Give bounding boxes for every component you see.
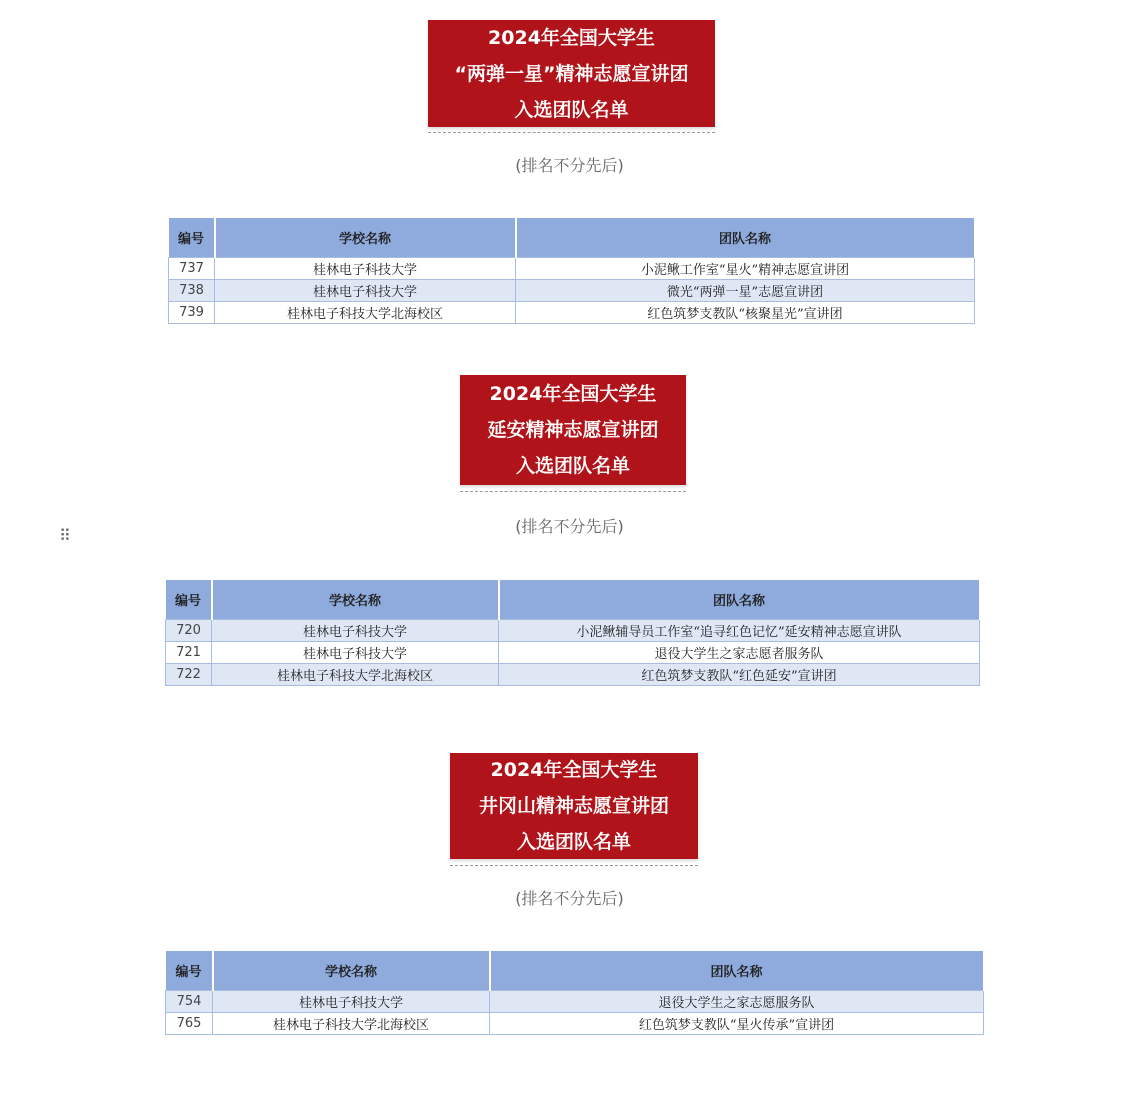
team-table	[168, 218, 976, 324]
row-school: 桂林电子科技大学	[215, 258, 516, 280]
row-school: 桂林电子科技大学	[212, 642, 499, 664]
table-row	[169, 258, 975, 280]
banner-line-3: 入选团队名单	[515, 455, 630, 477]
banner-line-1: 2024年全国大学生	[490, 759, 658, 781]
divider	[460, 491, 686, 492]
row-team: 退役大学生之家志愿者服务队	[499, 642, 980, 664]
row-number: 754	[166, 991, 213, 1013]
row-school: 桂林电子科技大学北海校区	[215, 302, 516, 324]
row-number: 721	[166, 642, 212, 664]
table-row	[166, 664, 980, 686]
header-team: 团队名称	[499, 580, 980, 620]
table-row	[169, 280, 975, 302]
row-number: 720	[166, 620, 212, 642]
row-number: 739	[169, 302, 215, 324]
banner-line-3: 入选团队名单	[516, 831, 631, 853]
row-team: 红色筑梦支教队“核聚星光”宣讲团	[516, 302, 975, 324]
header-school: 学校名称	[215, 218, 516, 258]
divider	[428, 132, 715, 133]
header-number: 编号	[166, 951, 213, 991]
row-team: 红色筑梦支教队“星火传承”宣讲团	[490, 1013, 984, 1035]
table-row	[166, 991, 984, 1013]
header-number: 编号	[169, 218, 215, 258]
table-row	[166, 642, 980, 664]
row-school: 桂林电子科技大学	[215, 280, 516, 302]
table-header-row	[166, 580, 980, 620]
banner-line-1: 2024年全国大学生	[489, 383, 657, 405]
row-team: 小泥鳅工作室“星火”精神志愿宣讲团	[516, 258, 975, 280]
ranking-note: (排名不分先后)	[515, 156, 624, 175]
header-school: 学校名称	[213, 951, 490, 991]
ranking-note: (排名不分先后)	[515, 517, 624, 536]
row-school: 桂林电子科技大学	[213, 991, 490, 1013]
row-number: 722	[166, 664, 212, 686]
table-row	[166, 620, 980, 642]
row-number: 765	[166, 1013, 213, 1035]
table-header-row	[166, 951, 984, 991]
row-team: 小泥鳅辅导员工作室“追寻红色记忆”延安精神志愿宣讲队	[499, 620, 980, 642]
banner	[450, 753, 698, 859]
banner-line-1: 2024年全国大学生	[488, 26, 655, 49]
banner	[460, 375, 686, 485]
table-header-row	[169, 218, 975, 258]
row-number: 737	[169, 258, 215, 280]
row-school: 桂林电子科技大学北海校区	[213, 1013, 490, 1035]
divider	[450, 865, 698, 866]
header-team: 团队名称	[490, 951, 984, 991]
header-school: 学校名称	[212, 580, 499, 620]
team-table	[165, 951, 985, 1035]
row-school: 桂林电子科技大学北海校区	[212, 664, 499, 686]
header-team: 团队名称	[516, 218, 975, 258]
row-number: 738	[169, 280, 215, 302]
table-row	[166, 1013, 984, 1035]
ranking-note: (排名不分先后)	[515, 889, 624, 908]
team-table	[165, 580, 981, 686]
row-team: 退役大学生之家志愿服务队	[490, 991, 984, 1013]
table-row	[169, 302, 975, 324]
row-team: 红色筑梦支教队“红色延安”宣讲团	[499, 664, 980, 686]
banner-line-3: 入选团队名单	[514, 98, 629, 121]
banner-line-2: “两弹一星”精神志愿宣讲团	[454, 62, 689, 85]
drag-handle-icon[interactable]: ⠿	[59, 526, 71, 545]
header-number: 编号	[166, 580, 212, 620]
banner-line-2: 延安精神志愿宣讲团	[487, 419, 659, 441]
banner	[428, 20, 715, 127]
row-team: 微光“两弹一星”志愿宣讲团	[516, 280, 975, 302]
row-school: 桂林电子科技大学	[212, 620, 499, 642]
banner-line-2: 井冈山精神志愿宣讲团	[478, 795, 669, 817]
